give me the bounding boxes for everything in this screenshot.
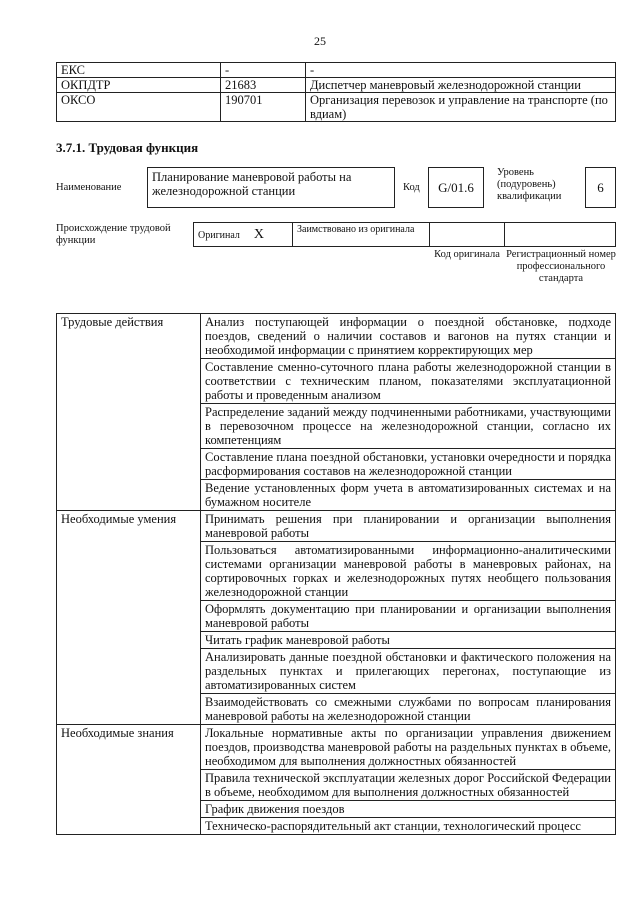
table-row xyxy=(57,93,616,122)
section-title: 3.7.1. Трудовая функция xyxy=(56,140,199,155)
borrowed-label: Заимствовано из оригинала xyxy=(293,223,430,247)
qualification-level-box: 6 xyxy=(585,167,616,208)
list-item: Принимать решения при планировании и организации выполнения маневровой работы xyxy=(201,511,616,542)
function-code-box: G/01.6 xyxy=(428,167,484,208)
list-item: Составление сменно-суточного плана работы железнодорожной станции в соответствии с техническим планом, показателями эксплуатационной работы и проведенным анализом xyxy=(201,359,616,404)
origin-table xyxy=(193,222,616,247)
code-name: ЕКС xyxy=(57,63,221,78)
list-item: Пользоваться автоматизированными информационно-аналитическими системами организации маневровой работы в маневровых районах, на сортировочных горках и железнодорожных путях необщего пользования железнодорожной станции xyxy=(201,542,616,601)
table-row xyxy=(57,63,616,78)
code-description: Диспетчер маневровый железнодорожной станции xyxy=(306,78,616,93)
reg-caption: Регистрационный номер профессионального стандарта xyxy=(506,249,616,284)
list-item: Анализировать данные поездной обстановки и фактического положения на раздельных пунктах и прилегающих перегонах, поступающие из автоматизированных систем xyxy=(201,649,616,694)
list-item: Взаимодействовать со смежными службами по вопросам планирования маневровой работы на железнодорожной станции xyxy=(201,694,616,725)
list-item: Читать график маневровой работы xyxy=(201,632,616,649)
function-name-box: Планирование маневровой работы на железнодорожной станции xyxy=(147,167,395,208)
original-mark: X xyxy=(253,227,265,242)
page-number: 25 xyxy=(314,34,326,48)
original-label: Оригинал xyxy=(198,230,240,241)
category-label: Трудовые действия xyxy=(57,314,201,511)
name-label: Наименование xyxy=(56,182,122,193)
category-label: Необходимые знания xyxy=(57,725,201,835)
original-cell xyxy=(194,223,293,247)
code-label: Код xyxy=(403,182,420,193)
list-item: Техническо-распорядительный акт станции, технологический процесс xyxy=(201,818,616,835)
code-name: ОКПДТР xyxy=(57,78,221,93)
list-item: Ведение установленных форм учета в автоматизированных системах и на бумажном носителе xyxy=(201,480,616,511)
origin-code-cell xyxy=(430,223,505,247)
code-caption: Код оригинала xyxy=(434,249,500,260)
origin-label: Происхождение трудовой функции xyxy=(56,223,171,246)
list-item: Локальные нормативные акты по организации управления движением поездов, производства маневровой работы на раздельных пунктах в объеме, необходимом для выполнения должностных обязанностей xyxy=(201,725,616,770)
level-label: Уровень (подуровень) квалификации xyxy=(497,167,562,202)
code-name: ОКСО xyxy=(57,93,221,122)
code-number: - xyxy=(221,63,306,78)
code-description: - xyxy=(306,63,616,78)
table-row xyxy=(57,725,616,770)
table-row xyxy=(57,78,616,93)
category-label: Необходимые умения xyxy=(57,511,201,725)
origin-reg-cell xyxy=(505,223,616,247)
code-description: Организация перевозок и управление на транспорте (по вдиам) xyxy=(306,93,616,122)
classification-codes-table xyxy=(56,62,616,122)
labor-function-table xyxy=(56,313,616,835)
list-item: Распределение заданий между подчиненными работниками, участвующими в перевозочном процессе на железнодорожной станции, согласно их компетенциям xyxy=(201,404,616,449)
code-number: 190701 xyxy=(221,93,306,122)
table-row xyxy=(194,223,616,247)
list-item: Анализ поступающей информации о поездной обстановке, подходе поездов, сведений о наличии составов и вагонов на путях станции и необходимой информации с принятием корректирующих мер xyxy=(201,314,616,359)
table-row xyxy=(57,314,616,359)
code-number: 21683 xyxy=(221,78,306,93)
list-item: График движения поездов xyxy=(201,801,616,818)
table-row xyxy=(57,511,616,542)
list-item: Составление плана поездной обстановки, установки очередности и порядка расформирования составов на железнодорожной станции xyxy=(201,449,616,480)
list-item: Оформлять документацию при планировании и организации выполнения маневровой работы xyxy=(201,601,616,632)
list-item: Правила технической эксплуатации железных дорог Российской Федерации в объеме, необходимом для выполнения должностных обязанностей xyxy=(201,770,616,801)
